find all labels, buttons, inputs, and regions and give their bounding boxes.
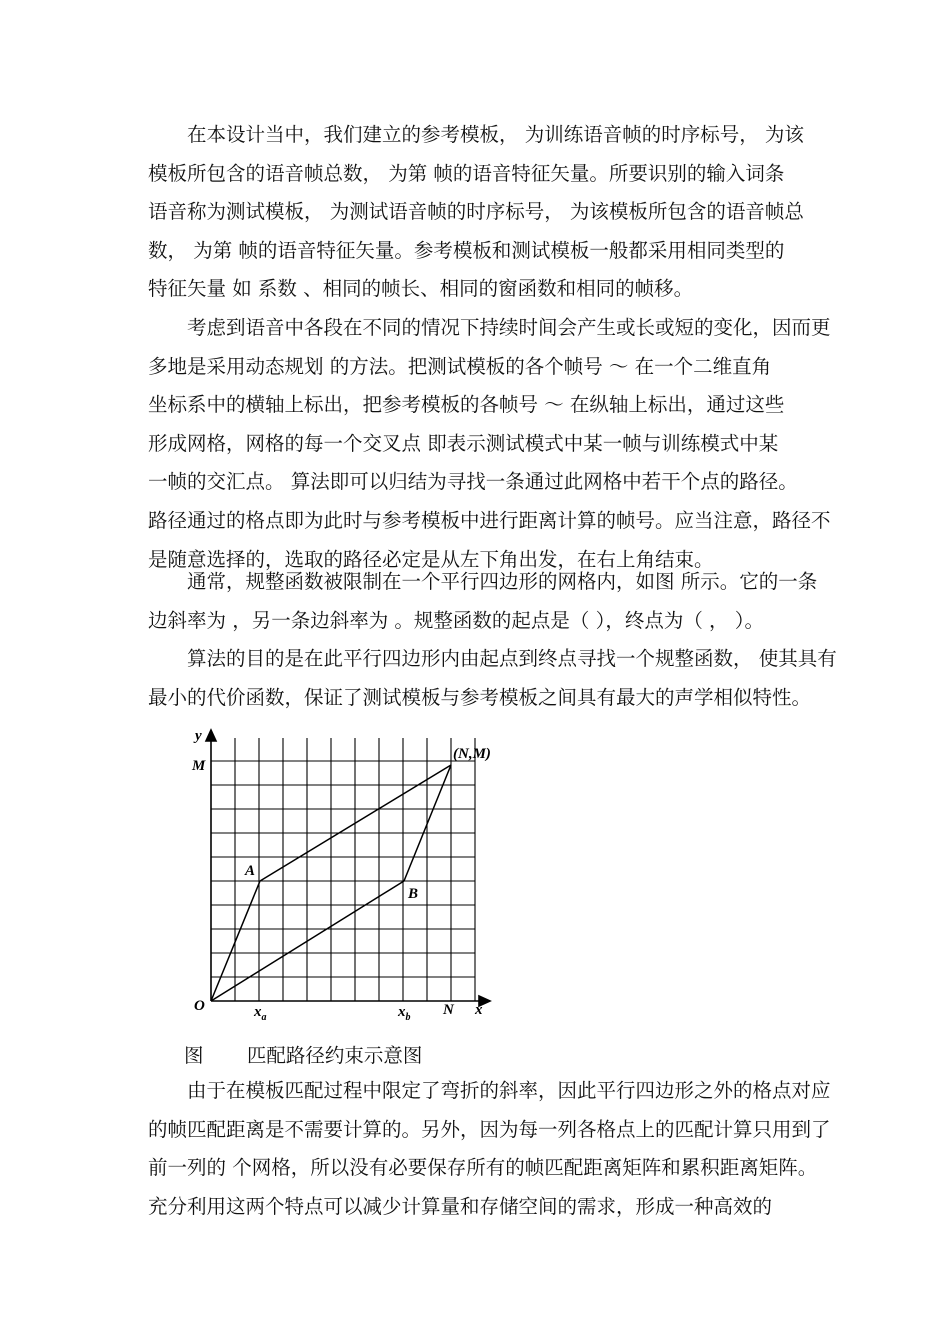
x-axis-label: x	[475, 1002, 483, 1018]
text-line: 多地是采用动态规划 的方法。把测试模板的各个帧号 ～ 在一个二维直角	[148, 354, 772, 378]
text-line: 最小的代价函数，保证了测试模板与参考模板之间具有最大的声学相似特性。	[148, 685, 812, 709]
text-line: 算法的目的是在此平行四边形内由起点到终点寻找一个规整函数， 使其具有	[187, 647, 837, 670]
point-a-label: A	[245, 863, 256, 879]
text-line: 由于在模板匹配过程中限定了弯折的斜率，因此平行四边形之外的格点对应	[187, 1079, 831, 1102]
text-line: 通常，规整函数被限制在一个平行四边形的网格内，如图 所示。它的一条	[187, 570, 818, 593]
y-axis-label: y	[195, 728, 202, 744]
y-axis-arrow	[206, 730, 216, 741]
paragraph-efficiency	[148, 1072, 831, 1226]
text-line: 模板所包含的语音帧总数， 为第 帧的语音特征矢量。所要识别的输入词条	[148, 161, 785, 185]
paragraph-template-definitions	[148, 116, 808, 309]
paragraph-parallelogram	[148, 563, 818, 640]
text-line: 前一列的 个网格，所以没有必要保存所有的帧匹配距离矩阵和累积距离矩阵。	[148, 1156, 818, 1180]
point-b-label: B	[408, 886, 419, 902]
m-label: M	[192, 758, 206, 774]
xa-label: $x_a$	[254, 1004, 267, 1023]
n-label: N	[443, 1002, 454, 1018]
text-line: 的帧匹配距离是不需要计算的。另外，因为每一列各格点上的匹配计算只用到了	[148, 1117, 831, 1141]
figure-caption: 图 匹配路径约束示意图	[184, 1044, 423, 1067]
text-line: 路径通过的格点即为此时与参考模板中进行距离计算的帧号。应当注意，路径不	[148, 508, 831, 532]
text-line: 一帧的交汇点。 算法即可以归结为寻找一条通过此网格中若干个点的路径。	[148, 470, 798, 494]
path-constraint-figure	[178, 718, 498, 1028]
text-line: 在本设计当中，我们建立的参考模板， 为训练语音帧的时序标号， 为该	[187, 123, 804, 146]
paragraph-dynamic-programming	[148, 309, 831, 579]
nm-label: (N,M)	[453, 746, 491, 762]
text-line: 特征矢量 如 系数 、相同的帧长、相同的窗函数和相同的帧移。	[148, 277, 694, 301]
xb-label: $x_b$	[398, 1004, 411, 1023]
text-line: 充分利用这两个特点可以减少计算量和存储空间的需求，形成一种高效的	[148, 1194, 773, 1218]
text-line: 坐标系中的横轴上标出，把参考模板的各帧号 ～ 在纵轴上标出，通过这些	[148, 393, 785, 417]
text-line: 数， 为第 帧的语音特征矢量。参考模板和测试模板一般都采用相同类型的	[148, 238, 785, 262]
text-line: 语音称为测试模板， 为测试语音帧的时序标号， 为该模板所包含的语音帧总	[148, 200, 804, 224]
origin-label: O	[194, 998, 205, 1014]
text-line: 是随意选择的，选取的路径必定是从左下角出发，在右上角结束。	[148, 547, 714, 571]
text-line: 考虑到语音中各段在不同的情况下持续时间会产生或长或短的变化，因而更	[187, 316, 831, 339]
text-line: 边斜率为 ，另一条边斜率为 。规整函数的起点是（ ），终点为（ ， ）。	[148, 608, 764, 632]
text-line: 形成网格，网格的每一个交叉点 即表示测试模式中某一帧与训练模式中某	[148, 431, 779, 455]
paragraph-algorithm-goal	[148, 640, 837, 717]
figure-grid-diagram	[178, 718, 498, 1028]
